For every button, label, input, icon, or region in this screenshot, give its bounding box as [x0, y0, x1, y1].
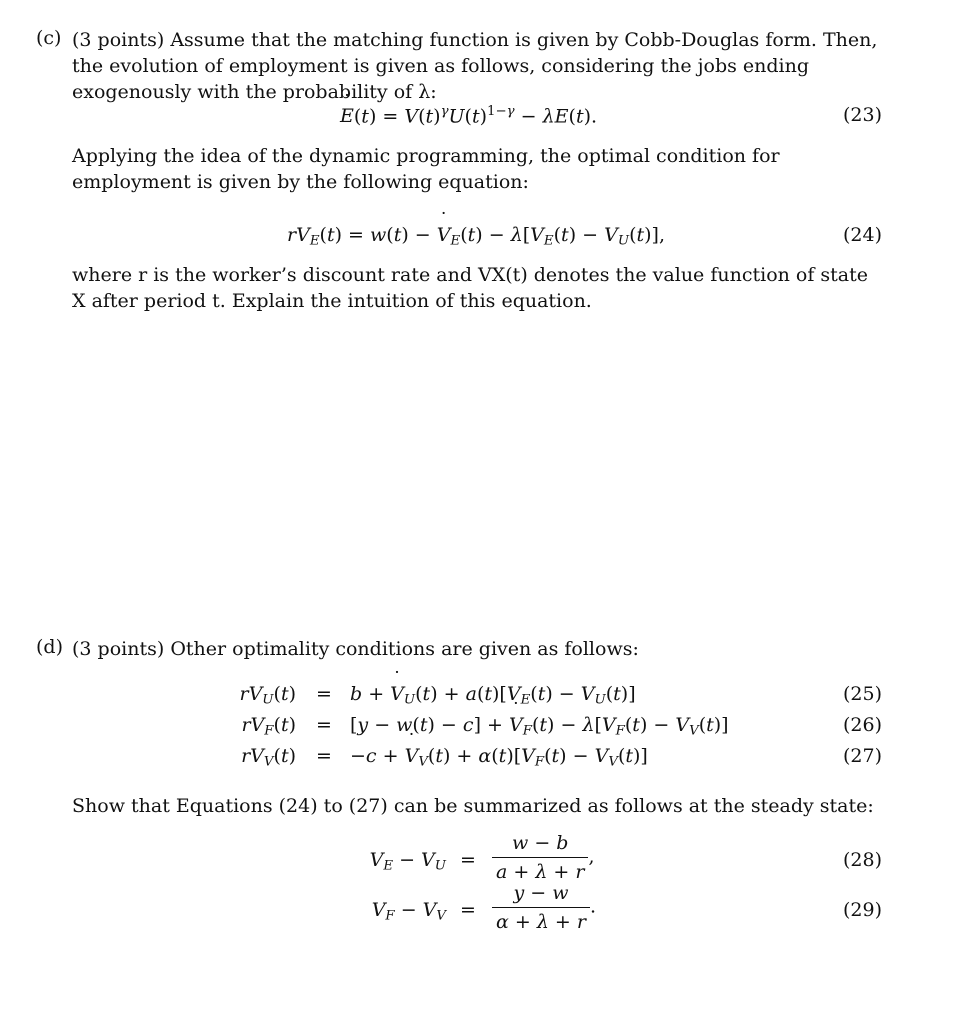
equation-26-rhs: [y − w(t) − c] + ˙ $V_F(t) - \lambda[V_F(t) - V_V(t)]$ — [350, 714, 729, 738]
part-c-intro — [72, 27, 884, 105]
part-c-dp-text: Applying the idea of the dynamic programming, the optimal condition for employment is given by the following equation: — [72, 145, 780, 193]
equation-26-lhs: $rV_F(t)$ — [241, 714, 296, 739]
equation-23-number: (23) — [842, 104, 882, 126]
equation-28-equals: = — [460, 849, 476, 871]
equation-25-number: (25) — [842, 683, 882, 705]
equation-27-rhs: −c + ˙ $V_V(t) + \alpha(t)[V_F(t) - V_V(t)]$ — [350, 745, 648, 769]
equation-27-equals: = — [316, 745, 332, 767]
equation-28-number: (28) — [842, 849, 882, 871]
part-d-intro — [72, 636, 884, 662]
equation-29-number: (29) — [842, 899, 882, 921]
part-c-intro-text: Assume that the matching function is given by Cobb-Douglas form. Then, the evolution of employment is given as follows, considering the jobs ending exogenously with the probability of λ: — [72, 29, 878, 103]
part-c-where-text: where r is the worker’s discount rate and VX(t) denotes the value function of state X after period t. Explain the intuition of this equation. — [72, 264, 869, 312]
equation-29-rhs: $\frac{y - w}{\alpha + \lambda + r}$ . — [492, 882, 596, 933]
part-c-points: (3 points) — [72, 29, 165, 51]
equation-24: $rV_E(t) = w(t)$ − ˙ $V_E(t) - \lambda[V_E(t) - V_U(t)]$, — [287, 224, 665, 248]
equation-25-equals: = — [316, 683, 332, 705]
equation-25-lhs: $rV_U(t)$ — [239, 683, 296, 708]
equation-25-rhs: b + ˙ $V_U(t) + a(t)[V_E(t) - V_U(t)]$ — [350, 683, 636, 707]
part-d-intro-text: Other optimality conditions are given as follows: — [170, 638, 639, 660]
equation-24-number: (24) — [842, 224, 882, 246]
equation-27-lhs: $rV_V(t)$ — [241, 745, 296, 770]
equation-29-lhs: $V_F - V_V$ — [371, 899, 446, 924]
equation-23: ˙ $E(t) = V(t)^\gamma U(t)^{1-\gamma} - \lambda E(t)$. — [340, 104, 597, 127]
equation-29-equals: = — [460, 899, 476, 921]
part-d-label: (d) — [36, 636, 63, 658]
equation-28-lhs: $V_E - V_U$ — [369, 849, 446, 874]
equation-27-number: (27) — [842, 745, 882, 767]
part-d-points: (3 points) — [72, 638, 165, 660]
equation-26-number: (26) — [842, 714, 882, 736]
equation-26-equals: = — [316, 714, 332, 736]
part-d-show-text: Show that Equations (24) to (27) can be summarized as follows at the steady state: — [72, 795, 874, 817]
equation-28-rhs: $\frac{w - b}{a + \lambda + r}$ , — [492, 832, 595, 883]
part-c-label: (c) — [36, 27, 62, 49]
